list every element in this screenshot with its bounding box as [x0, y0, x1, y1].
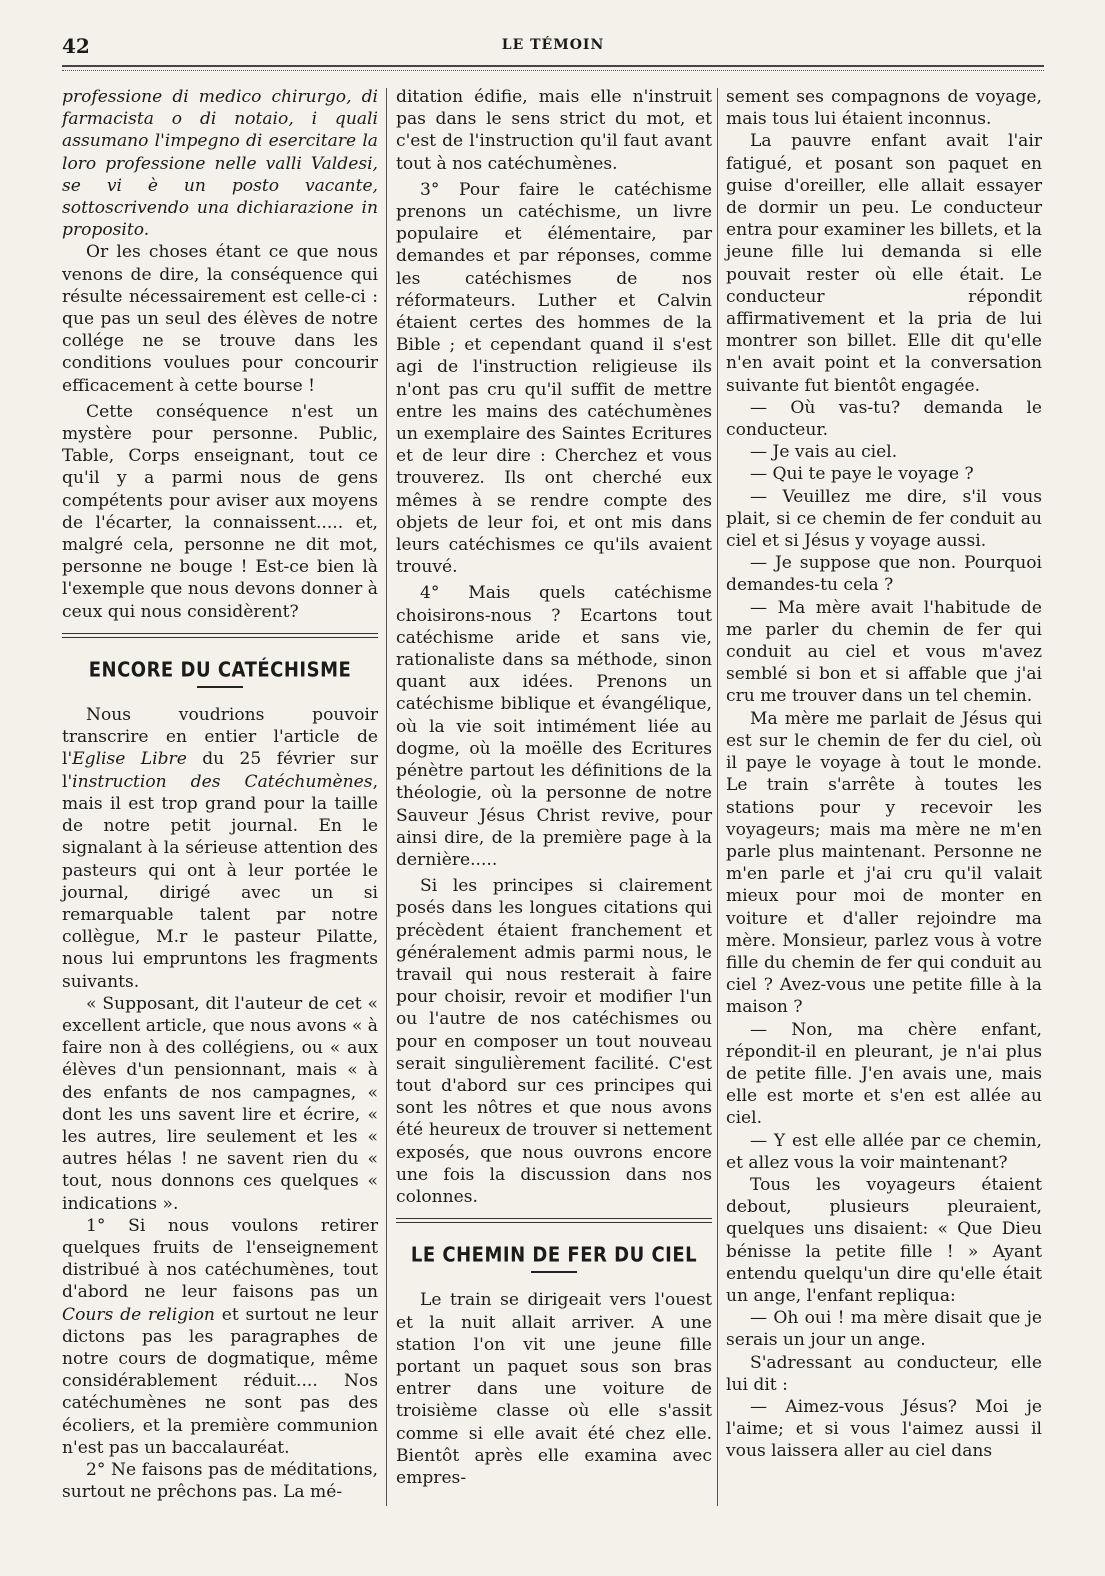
paragraph: Nous voudrions pouvoir transcrire en entier l'article de l'Eglise Libre du 25 février sur l'instruction des Catéchumènes, mais il est trop grand pour la taille de notre petit journal. En le signalant à la sérieuse attention des pasteurs qui ont à leur portée le journal, dirigé avec un si remarquable talent par notre collègue, M.r le pasteur Pilatte, nous lui empruntons les fragments suivants. [62, 705, 378, 992]
column-divider [386, 88, 387, 1506]
paragraph: 1° Si nous voulons retirer quelques fruits de l'enseignement distribué à nos catéchumènes, tout d'abord ne leur faisons pas un Cours de religion et surtout ne leur dictons pas les paragraphes de notre cours de dogmatique, même considérablement réduit.... Nos catéchumènes ne sont pas des écoliers, et la première communion n'est pas un baccalauréat. [62, 1215, 378, 1458]
paragraph: 2° Ne faisons pas de méditations, surtout ne prêchons pas. La mé- [62, 1459, 378, 1503]
dialogue-line: — Ma mère avait l'habitude de me parler du chemin de fer qui conduit au ciel et vous m'avez semblé si bon et si affable que j'ai cru me trouver dans un tel chemin. [726, 597, 1042, 707]
paragraph: La pauvre enfant avait l'air fatigué, et posant son paquet en guise d'oreiller, elle allait essayer de dormir un peu. Le conducteur entra pour examiner les billets, et la jeune fille lui demanda si elle pouvait rester où elle était. Le conducteur répondit affirmativement et la pria de lui montrer son billet. Elle dit qu'elle n'en avait point et la conversation suivante fut bientôt engagée. [726, 131, 1042, 396]
section-separator [396, 1218, 712, 1223]
paragraph: Tous les voyageurs étaient debout, plusieurs pleuraient, quelques uns disaient: « Que Dieu bénisse la petite fille ! » Ayant entendu quelqu'un dire qu'elle était un ange, l'enfant repliqua: [726, 1174, 1042, 1306]
column-3 [726, 86, 1042, 1463]
paragraph: 4° Mais quels catéchisme choisirons-nous ? Ecartons tout catéchisme aride et sans vie, rationaliste dans sa méthode, sinon quant aux idées. Prenons un catéchisme biblique et évangélique, où la vie soit intimément liée au dogme, où la moëlle des Ecritures pénètre partout les définitions de la théologie, où la personne de notre Sauveur Jésus Christ revive, pour ainsi dire, de la première page à la dernière..... [396, 583, 712, 870]
heading-dash [197, 686, 243, 688]
paragraph: Le train se dirigeait vers l'ouest et la nuit allait arriver. A une station l'on vit une jeune fille portant un paquet sous son bras entrer dans une voiture de troisième classe où elle s'assit comme si elle avait été chez elle. Bientôt après elle examina avec empres- [396, 1290, 712, 1488]
paragraph: professione di medico chirurgo, di farmacista o di notaio, i quali assumano l'impegno di esercitare la loro professione nelle valli Valdesi, se vi è un posto vacante, sottoscrivendo una dichiarazione in proposito. [62, 87, 378, 241]
dialogue-line: — Y est elle allée par ce chemin, et allez vous la voir maintenant? [726, 1130, 1042, 1173]
column-2 [396, 86, 712, 1489]
paragraph: Cette conséquence n'est un mystère pour personne. Public, Table, Corps enseignant, tout ce qu'il y a parmi nous de gens compétents pour aviser aux moyens de l'écarter, la connaissent..... et, malgré cela, personne ne dit mot, personne ne bouge ! Est-ce bien là l'exemple que nous devons donner à ceux qui nous considèrent? [62, 401, 378, 622]
paragraph: Ma mère me parlait de Jésus qui est sur le chemin de fer du ciel, où il paye le voyage à tout le monde. Le train s'arrête à toutes les stations pour y recevoir les voyageurs; mais ma mère ne m'en parle plus maintenant. Personne ne m'en parle et j'ai cru qu'il valait mieux pour moi de monter en voiture et d'aller rejoindre ma mère. Monsieur, parlez vous à votre fille du chemin de fer qui conduit au ciel ? Avez-vous une petite fille à la maison ? [726, 708, 1042, 1018]
section-separator [62, 633, 378, 638]
paragraph: ditation édifie, mais elle n'instruit pas dans le sens strict du mot, et c'est de l'instruction qu'il faut avant tout à nos catéchumènes. [396, 87, 712, 174]
dialogue-line: — Non, ma chère enfant, répondit-il en pleurant, je n'ai plus de petite fille. J'en avais une, mais elle est morte et s'en est allée au ciel. [726, 1019, 1042, 1129]
dialogue-line: — Où vas-tu? demanda le conducteur. [726, 397, 1042, 441]
section-heading: ENCORE DU CATÉCHISME [88, 658, 352, 683]
dialogue-line: — Je vais au ciel. [750, 442, 898, 463]
header-rule [62, 65, 1044, 71]
section-heading: LE CHEMIN DE FER DU CIEL [410, 1243, 698, 1268]
paragraph: sement ses compagnons de voyage, mais tous lui étaient inconnus. [726, 87, 1042, 130]
page-number: 42 [62, 34, 90, 58]
dialogue-line: — Qui te paye le voyage ? [750, 464, 974, 485]
dialogue-line: — Veuillez me dire, s'il vous plait, si ce chemin de fer conduit au ciel et si Jésus y voyage aussi. [726, 486, 1042, 552]
paragraph: Or les choses étant ce que nous venons de dire, la conséquence qui résulte nécessairement est celle-ci : que pas un seul des élèves de notre collége ne se trouve dans les conditions voulues pour concourir efficacement à cette bourse ! [62, 242, 378, 396]
dialogue-line: — Aimez-vous Jésus? Moi je l'aime; et si vous l'aimez aussi il vous laissera aller au ciel dans [726, 1396, 1042, 1462]
page-header [62, 26, 1044, 60]
heading-dash [531, 1271, 577, 1273]
paragraph: S'adressant au conducteur, elle lui dit : [726, 1352, 1042, 1395]
paragraph: Si les principes si clairement posés dans les longues citations qui précèdent étaient franchement et généralement admis parmi nous, le travail qui nous resterait à faire pour choisir, revoir et modifier l'un ou l'autre de nos catéchismes ou pour en composer un tout nouveau serait singulièrement facilité. C'est tout d'abord sur ces principes qui sont les nôtres et que nous avons été heureux de trouver si nettement exposés, que nous ouvrons encore une fois la discussion dans nos colonnes. [396, 876, 712, 1207]
dialogue-line: — Je suppose que non. Pourquoi demandes-tu cela ? [726, 553, 1042, 596]
column-divider [717, 88, 718, 1506]
paragraph: 3° Pour faire le catéchisme prenons un catéchisme, un livre populaire et élémentaire, par demandes et par réponses, comme les catéchismes de nos réformateurs. Luther et Calvin étaient certes des hommes de la Bible ; et cependant quand il s'est agi de l'instruction religieuse ils n'ont pas cru qu'il suffit de mettre entre les mains des catéchumènes un exemplaire des Saintes Ecritures et de leur dire : Cherchez et vous trouverez. Ils ont cherché eux mêmes à se rendre compte des objets de leur foi, et ont mis dans leurs catéchismes ce qu'ils avaient trouvé. [396, 179, 712, 578]
journal-title: LE TÉMOIN [501, 37, 605, 53]
column-1 [62, 86, 378, 1503]
dialogue-line: — Oh oui ! ma mère disait que je serais un jour un ange. [726, 1308, 1042, 1351]
quoted-paragraph: « Supposant, dit l'auteur de cet « excellent article, que nous avons « à faire non à des collégiens, ou « aux élèves d'un pensionnant, mais « à des enfants de nos campagnes, « dont les uns savent lire et écrire, « les autres, lire seulement et les « autres hélas ! ne savent rien du « tout, nous donnons ces quelques « indications ». [62, 993, 378, 1214]
